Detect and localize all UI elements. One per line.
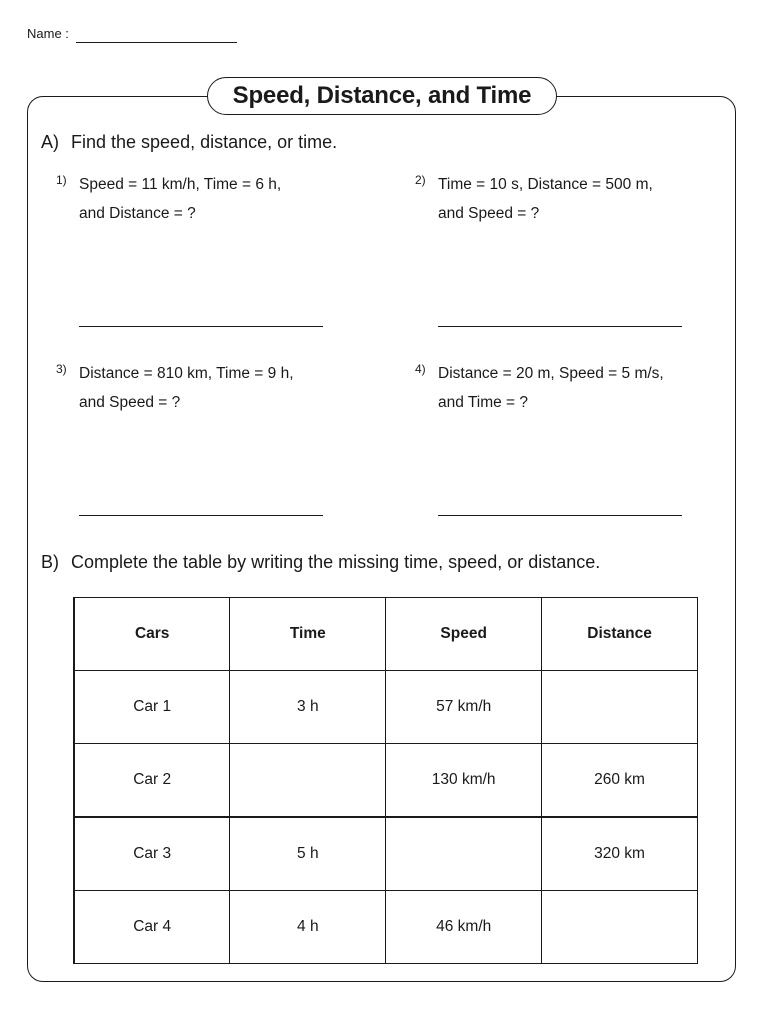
table-row <box>74 891 698 964</box>
problem-line: Speed = 11 km/h, Time = 6 h, <box>79 176 282 193</box>
problem-number: 4) <box>415 362 426 376</box>
time-cell-blank[interactable] <box>230 744 386 818</box>
table-row <box>74 817 698 891</box>
section-a-instruction: Find the speed, distance, or time. <box>71 132 338 152</box>
problem-text <box>79 170 281 228</box>
speed-cell: 130 km/h <box>386 744 542 818</box>
answer-line-3[interactable] <box>79 515 323 516</box>
distance-cell: 320 km <box>542 817 698 891</box>
problem-text <box>438 359 664 417</box>
column-header-speed: Speed <box>386 598 542 671</box>
answer-line-1[interactable] <box>79 326 323 327</box>
section-b-instruction: Complete the table by writing the missing time, speed, or distance. <box>71 552 601 572</box>
worksheet-title: Speed, Distance, and Time <box>207 77 557 115</box>
column-header-time: Time <box>230 598 386 671</box>
problem-line: and Distance = ? <box>79 205 196 222</box>
time-cell: 4 h <box>230 891 386 964</box>
column-header-distance: Distance <box>542 598 698 671</box>
car-cell: Car 3 <box>74 817 230 891</box>
section-b-letter: B) <box>41 552 59 572</box>
problem-number: 3) <box>56 362 67 376</box>
car-cell: Car 1 <box>74 671 230 744</box>
problem-line: Distance = 20 m, Speed = 5 m/s, <box>438 365 664 382</box>
answer-line-4[interactable] <box>438 515 682 516</box>
table-row <box>74 744 698 818</box>
problem-line: and Time = ? <box>438 394 529 411</box>
speed-cell-blank[interactable] <box>386 817 542 891</box>
section-a-letter: A) <box>41 132 59 152</box>
table-row <box>74 671 698 744</box>
problem-line: and Speed = ? <box>79 394 181 411</box>
table-header-row <box>74 598 698 671</box>
speed-cell: 57 km/h <box>386 671 542 744</box>
problem-text <box>79 359 294 417</box>
time-cell: 3 h <box>230 671 386 744</box>
car-cell: Car 4 <box>74 891 230 964</box>
column-header-cars: Cars <box>74 598 230 671</box>
distance-cell: 260 km <box>542 744 698 818</box>
distance-cell-blank[interactable] <box>542 891 698 964</box>
answer-line-2[interactable] <box>438 326 682 327</box>
problem-line: Time = 10 s, Distance = 500 m, <box>438 176 653 193</box>
name-field[interactable] <box>76 42 237 43</box>
problem-line: Distance = 810 km, Time = 9 h, <box>79 365 294 382</box>
problem-line: and Speed = ? <box>438 205 540 222</box>
section-b-heading <box>41 552 600 573</box>
problem-number: 1) <box>56 173 67 187</box>
time-cell: 5 h <box>230 817 386 891</box>
distance-cell-blank[interactable] <box>542 671 698 744</box>
speed-cell: 46 km/h <box>386 891 542 964</box>
cars-table <box>73 597 698 964</box>
name-label: Name : <box>27 26 69 41</box>
problem-number: 2) <box>415 173 426 187</box>
section-a-heading <box>41 132 337 153</box>
car-cell: Car 2 <box>74 744 230 818</box>
problem-text <box>438 170 653 228</box>
